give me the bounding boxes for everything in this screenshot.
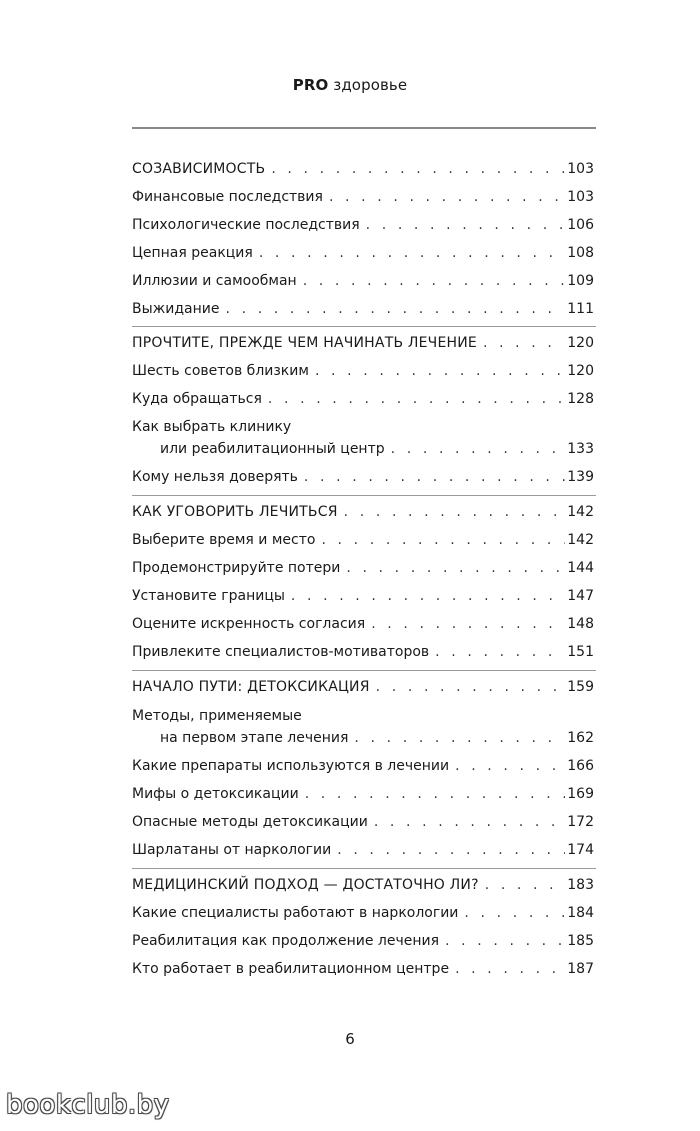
toc-page: 139 — [567, 469, 594, 485]
toc-entry — [132, 587, 594, 605]
toc-title: Шесть советов близким — [132, 363, 309, 379]
leader-dots — [329, 188, 565, 206]
toc-entry — [132, 216, 594, 234]
leader-dots — [304, 468, 565, 486]
toc-page: 174 — [567, 842, 594, 858]
toc-title: Какие препараты используются в лечении — [132, 758, 450, 774]
leader-dots — [455, 757, 565, 775]
page-number: 6 — [345, 1030, 355, 1048]
section-divider — [132, 670, 596, 671]
toc-entry — [132, 615, 594, 633]
section-divider — [132, 326, 596, 327]
toc-title: ПРОЧТИТЕ, ПРЕЖДЕ ЧЕМ НАЧИНАТЬ ЛЕЧЕНИЕ — [132, 335, 477, 351]
leader-dots — [391, 440, 566, 458]
toc-page: 142 — [567, 532, 594, 548]
toc-page: 120 — [567, 363, 594, 379]
leader-dots — [366, 216, 566, 234]
toc-title: КАК УГОВОРИТЬ ЛЕЧИТЬСЯ — [132, 504, 338, 520]
leader-dots — [485, 876, 566, 894]
toc-title: Иллюзии и самообман — [132, 273, 297, 289]
watermark: bookclub.by — [6, 1090, 170, 1120]
toc-page: 109 — [567, 273, 594, 289]
toc-page: 128 — [567, 391, 594, 407]
toc-page: 166 — [567, 758, 594, 774]
toc-entry — [132, 960, 594, 978]
running-header — [0, 76, 700, 94]
toc-title: НАЧАЛО ПУТИ: ДЕТОКСИКАЦИЯ — [132, 679, 370, 695]
toc-entry — [132, 362, 594, 380]
leader-dots — [464, 904, 565, 922]
section-divider — [132, 495, 596, 496]
toc-title: Выжидание — [132, 301, 220, 317]
toc-entry — [132, 904, 594, 922]
leader-dots — [374, 813, 565, 831]
toc-title: Цепная реакция — [132, 245, 253, 261]
toc-page: 106 — [567, 217, 594, 233]
toc-entry — [132, 785, 594, 803]
leader-dots — [435, 643, 565, 661]
toc-title: Финансовые последствия — [132, 189, 323, 205]
toc-page: 169 — [567, 786, 594, 802]
toc-entry — [132, 531, 594, 549]
toc-page: 103 — [567, 161, 594, 177]
toc-title: Продемонстрируйте потери — [132, 560, 341, 576]
toc-page: 108 — [567, 245, 594, 261]
toc-page: 184 — [567, 905, 594, 921]
leader-dots — [354, 729, 565, 747]
toc-title: Какие специалисты работают в наркологии — [132, 905, 459, 921]
leader-dots — [291, 587, 565, 605]
toc-title: Привлеките специалистов-мотиваторов — [132, 644, 430, 660]
toc-page: 151 — [567, 644, 594, 660]
toc-page: 142 — [567, 504, 594, 520]
toc-entry — [132, 390, 594, 408]
leader-dots — [371, 615, 565, 633]
header-rest: здоровье — [328, 76, 408, 94]
toc-entry — [132, 559, 594, 577]
toc-title: Установите границы — [132, 588, 285, 604]
toc-page: 187 — [567, 961, 594, 977]
toc-entry — [132, 932, 594, 950]
toc-chapter — [132, 876, 594, 894]
toc-page: 172 — [567, 814, 594, 830]
toc-page: 133 — [567, 441, 594, 457]
toc-title-line1: Как выбрать клинику — [132, 419, 292, 435]
toc-page: 159 — [567, 679, 594, 695]
toc-title: Реабилитация как продолжение лечения — [132, 933, 440, 949]
toc-title: Кому нельзя доверять — [132, 469, 298, 485]
leader-dots — [376, 678, 566, 696]
leader-dots — [344, 503, 566, 521]
toc-title: Оцените искренность согласия — [132, 616, 366, 632]
toc-page: 148 — [567, 616, 594, 632]
toc-page: 103 — [567, 189, 594, 205]
toc-title: СОЗАВИСИМОСТЬ — [132, 161, 266, 177]
toc-page: 120 — [567, 335, 594, 351]
leader-dots — [315, 362, 565, 380]
toc-title: или реабилитационный центр — [160, 441, 385, 457]
toc-entry — [132, 272, 594, 290]
toc-page: 185 — [567, 933, 594, 949]
toc-title: Шарлатаны от наркологии — [132, 842, 332, 858]
toc-title: Кто работает в реабилитационном центре — [132, 961, 450, 977]
toc-entry — [132, 643, 594, 661]
toc-entry — [132, 757, 594, 775]
leader-dots — [271, 160, 565, 178]
section-divider — [132, 868, 596, 869]
toc-title: Выберите время и место — [132, 532, 316, 548]
leader-dots — [346, 559, 565, 577]
leader-dots — [445, 932, 565, 950]
leader-dots — [226, 300, 566, 318]
leader-dots — [321, 531, 565, 549]
toc-entry — [132, 244, 594, 262]
header-bold: PRO — [292, 76, 329, 94]
leader-dots — [303, 272, 566, 290]
toc-page: 111 — [567, 301, 594, 317]
toc-page: 147 — [567, 588, 594, 604]
leader-dots — [305, 785, 566, 803]
leader-dots — [455, 960, 565, 978]
header-rule — [132, 127, 596, 129]
toc-entry — [132, 813, 594, 831]
toc-title: Мифы о детоксикации — [132, 786, 299, 802]
leader-dots — [483, 334, 565, 352]
toc-entry — [132, 468, 594, 486]
toc-title: Опасные методы детоксикации — [132, 814, 368, 830]
toc-entry — [160, 440, 594, 458]
toc-chapter — [132, 334, 594, 352]
leader-dots — [259, 244, 565, 262]
toc-title-line1: Методы, применяемые — [132, 708, 302, 724]
toc-title: Куда обращаться — [132, 391, 262, 407]
toc-chapter — [132, 678, 594, 696]
toc-entry — [132, 841, 594, 859]
toc-title: Психологические последствия — [132, 217, 360, 233]
toc-page: 162 — [567, 730, 594, 746]
toc-entry — [160, 729, 594, 747]
toc-chapter — [132, 160, 594, 178]
toc-page: 183 — [567, 877, 594, 893]
leader-dots — [337, 841, 565, 859]
toc-chapter — [132, 503, 594, 521]
toc-entry — [132, 300, 594, 318]
leader-dots — [268, 390, 565, 408]
toc-entry — [132, 188, 594, 206]
toc-page: 144 — [567, 560, 594, 576]
toc-title: МЕДИЦИНСКИЙ ПОДХОД — ДОСТАТОЧНО ЛИ? — [132, 877, 479, 893]
toc-title: на первом этапе лечения — [160, 730, 349, 746]
